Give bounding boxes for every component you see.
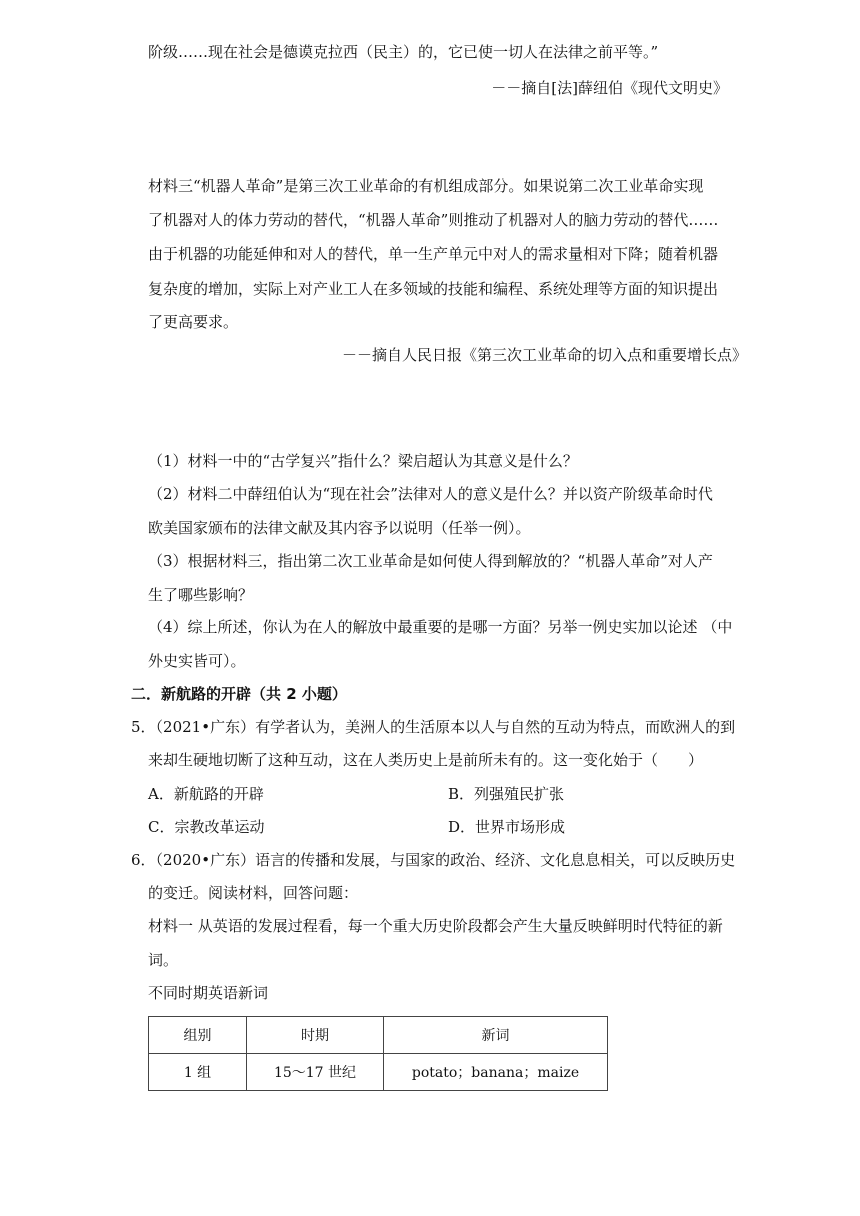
table-header-row — [149, 1017, 608, 1054]
table-caption: 不同时期英语新词 — [148, 984, 269, 1002]
question-line: 欧美国家颁布的法律文献及其内容予以说明（任举一例）。 — [148, 519, 531, 537]
material2-end-text: 阶级……现在社会是德谟克拉西（民主）的，它已使一切人在法律之前平等。” — [148, 43, 659, 61]
q5-option-b: B．列强殖民扩张 — [448, 785, 565, 803]
question-line: （1）材料一中的“古学复兴”指什么？梁启超认为其意义是什么？ — [148, 452, 578, 470]
table-header-cell: 时期 — [247, 1017, 384, 1054]
material3-line: 复杂度的增加，实际上对产业工人在多领域的技能和编程、系统处理等方面的知识提出 — [148, 280, 719, 298]
table-row — [149, 1054, 608, 1091]
question-line: （4）综上所述，你认为在人的解放中最重要的是哪一方面？另举一例史实加以论述 （中 — [148, 618, 733, 636]
material3-line: 了机器对人的体力劳动的替代，“机器人革命”则推动了机器对人的脑力劳动的替代…… — [148, 211, 719, 229]
question-line: 生了哪些影响？ — [148, 586, 254, 604]
q5-line: 5．（2021•广东）有学者认为，美洲人的生活原本以人与自然的互动为特点，而欧洲人的到 — [131, 718, 736, 736]
table-cell: 15～17 世纪 — [247, 1054, 384, 1091]
material3-line: 材料三“机器人革命”是第三次工业革命的有机组成部分。如果说第二次工业革命实现 — [148, 177, 704, 195]
material3-source: －－摘自人民日报《第三次工业革命的切入点和重要增长点》 — [341, 346, 747, 364]
q6-line: 6．（2020•广东）语言的传播和发展，与国家的政治、经济、文化息息相关，可以反映历史 — [131, 851, 736, 869]
question-line: （2）材料二中薛纽伯认为“现在社会”法律对人的意义是什么？并以资产阶级革命时代 — [148, 485, 713, 503]
material3-line: 了更高要求。 — [148, 313, 239, 331]
table-cell: 1 组 — [149, 1054, 247, 1091]
table-cell: potato；banana；maize — [384, 1054, 608, 1091]
material2-source: －－摘自[法]薛纽伯《现代文明史》 — [491, 79, 728, 97]
q6-line: 的变迁。阅读材料，回答问题： — [148, 884, 359, 902]
table-header-cell: 组别 — [149, 1017, 247, 1054]
material3-line: 由于机器的功能延伸和对人的替代，单一生产单元中对人的需求量相对下降；随着机器 — [148, 245, 719, 263]
english-new-words-table — [148, 1016, 608, 1091]
q6-line-continued: 词。 — [148, 951, 179, 969]
question-line: 外史实皆可）。 — [148, 652, 246, 670]
q5-option-c: C．宗教改革运动 — [148, 818, 265, 836]
q5-option-a: A．新航路的开辟 — [148, 785, 264, 803]
question-line: （3）根据材料三，指出第二次工业革命是如何使人得到解放的？“机器人革命”对人产 — [148, 552, 713, 570]
table-header-cell: 新词 — [384, 1017, 608, 1054]
section-heading: 二．新航路的开辟（共 2 小题） — [131, 685, 347, 703]
q6-line: 材料一 从英语的发展过程看，每一个重大历史阶段都会产生大量反映鲜明时代特征的新 — [148, 917, 723, 935]
q5-option-d: D．世界市场形成 — [448, 818, 566, 836]
q5-line: 来却生硬地切断了这种互动，这在人类历史上是前所未有的。这一变化始于（ ） — [148, 751, 704, 769]
